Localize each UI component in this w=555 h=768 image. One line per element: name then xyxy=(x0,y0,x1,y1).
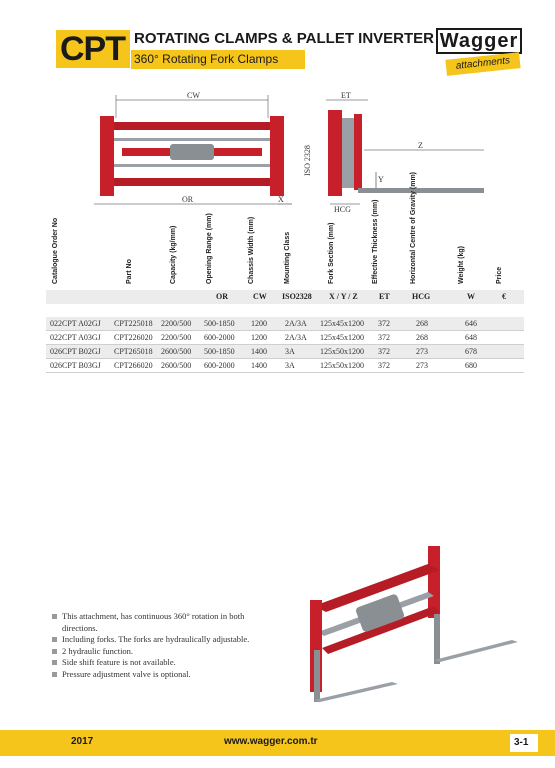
col-header-catalogue: Catalogue Order No xyxy=(52,217,59,284)
cell-effective-thickness: 372 xyxy=(378,333,390,342)
cell-fork-section: 125x50x1200 xyxy=(320,347,364,356)
cell-chassis-width: 1200 xyxy=(251,319,267,328)
cell-hcg: 273 xyxy=(416,347,428,356)
list-item xyxy=(52,611,272,634)
footer-year: 2017 xyxy=(71,736,94,747)
hcg-label: HCG xyxy=(334,205,351,214)
feature-text: Pressure adjustment valve is optional. xyxy=(62,668,191,679)
cell-hcg: 268 xyxy=(416,319,428,328)
table-row xyxy=(46,345,524,359)
page-number: 3-1 xyxy=(514,737,529,748)
cell-catalogue: 026CPT B02GJ xyxy=(50,347,101,356)
or-label: OR xyxy=(182,195,194,204)
right-clamp-cylinder xyxy=(214,148,262,156)
y-label: Y xyxy=(378,175,384,184)
cell-opening-range: 500-1850 xyxy=(204,319,235,328)
product-code: CPT xyxy=(60,30,125,68)
list-item xyxy=(52,657,272,669)
feature-text: This attachment, has continuous 360° rotation in both directions. xyxy=(62,611,245,633)
cell-chassis-width: 1400 xyxy=(251,361,267,370)
col-header-fork-section: Fork Section (mm) xyxy=(328,222,335,284)
cell-part-no: CPT225018 xyxy=(114,319,153,328)
cell-capacity: 2600/500 xyxy=(161,361,192,370)
cell-catalogue: 022CPT A02GJ xyxy=(50,319,101,328)
cell-fork-section: 125x45x1200 xyxy=(320,319,364,328)
symbol-cw: CW xyxy=(253,292,267,301)
cell-hcg: 273 xyxy=(416,361,428,370)
list-item xyxy=(52,634,272,646)
cell-opening-range: 600-2000 xyxy=(204,361,235,370)
col-header-chassis-width: Chassis Width (mm) xyxy=(248,216,255,284)
cell-weight: 678 xyxy=(465,347,477,356)
guide-rod-top xyxy=(114,138,270,141)
cell-catalogue: 026CPT B03GJ xyxy=(50,361,101,370)
guide-rod-bottom xyxy=(114,164,270,167)
left-fork-carrier xyxy=(100,116,114,196)
front-view-drawing xyxy=(92,88,302,214)
footer-website-link[interactable]: www.wagger.com.tr xyxy=(224,736,318,747)
cell-capacity: 2200/500 xyxy=(161,319,192,328)
cell-catalogue: 022CPT A03GJ xyxy=(50,333,101,342)
cell-mounting-class: 2A/3A xyxy=(285,319,307,328)
cell-opening-range: 600-2000 xyxy=(204,333,235,342)
cell-weight: 648 xyxy=(465,333,477,342)
cell-part-no: CPT226020 xyxy=(114,333,153,342)
bullet-icon xyxy=(52,660,57,665)
cell-part-no: CPT265018 xyxy=(114,347,153,356)
brand-wordmark: Wagger xyxy=(436,28,522,54)
cell-fork-section: 125x50x1200 xyxy=(320,361,364,370)
spec-table-symbols xyxy=(46,290,524,304)
bullet-icon xyxy=(52,614,57,619)
render-right-fork-blade xyxy=(434,640,518,662)
col-header-weight: Weight (kg) xyxy=(458,246,465,284)
list-item xyxy=(52,646,272,658)
feature-text: 2 hydraulic function. xyxy=(62,645,134,656)
col-header-price: Price xyxy=(496,266,503,284)
table-row xyxy=(46,331,524,345)
render-left-fork-blade xyxy=(314,682,398,702)
brand-tagline: attachments xyxy=(445,52,520,76)
z-label: Z xyxy=(418,141,423,150)
side-view-drawing xyxy=(300,88,510,214)
cell-capacity: 2600/500 xyxy=(161,347,192,356)
table-row xyxy=(46,317,524,331)
cell-mounting-class: 2A/3A xyxy=(285,333,307,342)
rotator-hub xyxy=(170,144,214,160)
lower-frame-beam xyxy=(114,178,270,186)
cell-chassis-width: 1200 xyxy=(251,333,267,342)
col-header-effective-thickness: Effective Thickness (mm) xyxy=(372,199,379,284)
col-header-opening-range: Opening Range (mm) xyxy=(206,213,213,284)
page-subtitle: 360° Rotating Fork Clamps xyxy=(134,52,279,66)
feature-text: Including forks. The forks are hydraulically adjustable. xyxy=(62,634,250,644)
cell-mounting-class: 3A xyxy=(285,361,295,370)
cell-effective-thickness: 372 xyxy=(378,319,390,328)
symbol-et: ET xyxy=(379,292,390,301)
left-clamp-cylinder xyxy=(122,148,170,156)
table-row xyxy=(46,359,524,373)
symbol-iso: ISO2328 xyxy=(282,292,312,301)
bullet-icon xyxy=(52,637,57,642)
feature-text: Side shift feature is not available. xyxy=(62,657,176,667)
cell-mounting-class: 3A xyxy=(285,347,295,356)
feature-list xyxy=(52,611,272,680)
side-fork-blade xyxy=(358,188,484,193)
symbol-w: W xyxy=(467,292,475,301)
et-label: ET xyxy=(341,91,351,100)
symbol-xyz: X / Y / Z xyxy=(329,292,358,301)
iso-label: ISO 2328 xyxy=(303,145,312,176)
list-item xyxy=(52,669,272,681)
cell-hcg: 268 xyxy=(416,333,428,342)
col-header-part-no: Part No xyxy=(126,259,133,284)
side-rotator-body xyxy=(342,118,354,188)
symbol-hcg: HCG xyxy=(412,292,431,301)
col-header-capacity: Capacity (kg/mm) xyxy=(170,225,177,284)
cell-fork-section: 125x45x1200 xyxy=(320,333,364,342)
bullet-icon xyxy=(52,649,57,654)
x-label: X xyxy=(278,195,284,204)
cell-weight: 680 xyxy=(465,361,477,370)
render-right-fork-shank xyxy=(434,614,440,664)
col-header-hcg: Horizontal Centre of Gravity (mm) xyxy=(410,171,417,284)
cell-effective-thickness: 372 xyxy=(378,347,390,356)
page-title: ROTATING CLAMPS & PALLET INVERTER xyxy=(134,30,434,47)
side-carriage-plate xyxy=(328,110,342,196)
cell-chassis-width: 1400 xyxy=(251,347,267,356)
cw-label: CW xyxy=(187,91,200,100)
cell-effective-thickness: 372 xyxy=(378,361,390,370)
cell-capacity: 2200/500 xyxy=(161,333,192,342)
upper-frame-beam xyxy=(114,122,270,130)
bullet-icon xyxy=(52,672,57,677)
side-fork-carrier xyxy=(354,114,362,190)
cell-weight: 646 xyxy=(465,319,477,328)
brand-logo xyxy=(436,28,522,74)
col-header-mounting-class: Mounting Class xyxy=(284,231,291,284)
cell-part-no: CPT266020 xyxy=(114,361,153,370)
cell-opening-range: 500-1850 xyxy=(204,347,235,356)
page-footer xyxy=(0,730,555,756)
symbol-price: € xyxy=(502,292,506,301)
right-fork-carrier xyxy=(270,116,284,196)
product-render xyxy=(294,540,524,714)
render-left-fork-shank xyxy=(314,650,320,702)
symbol-or: OR xyxy=(216,292,228,301)
